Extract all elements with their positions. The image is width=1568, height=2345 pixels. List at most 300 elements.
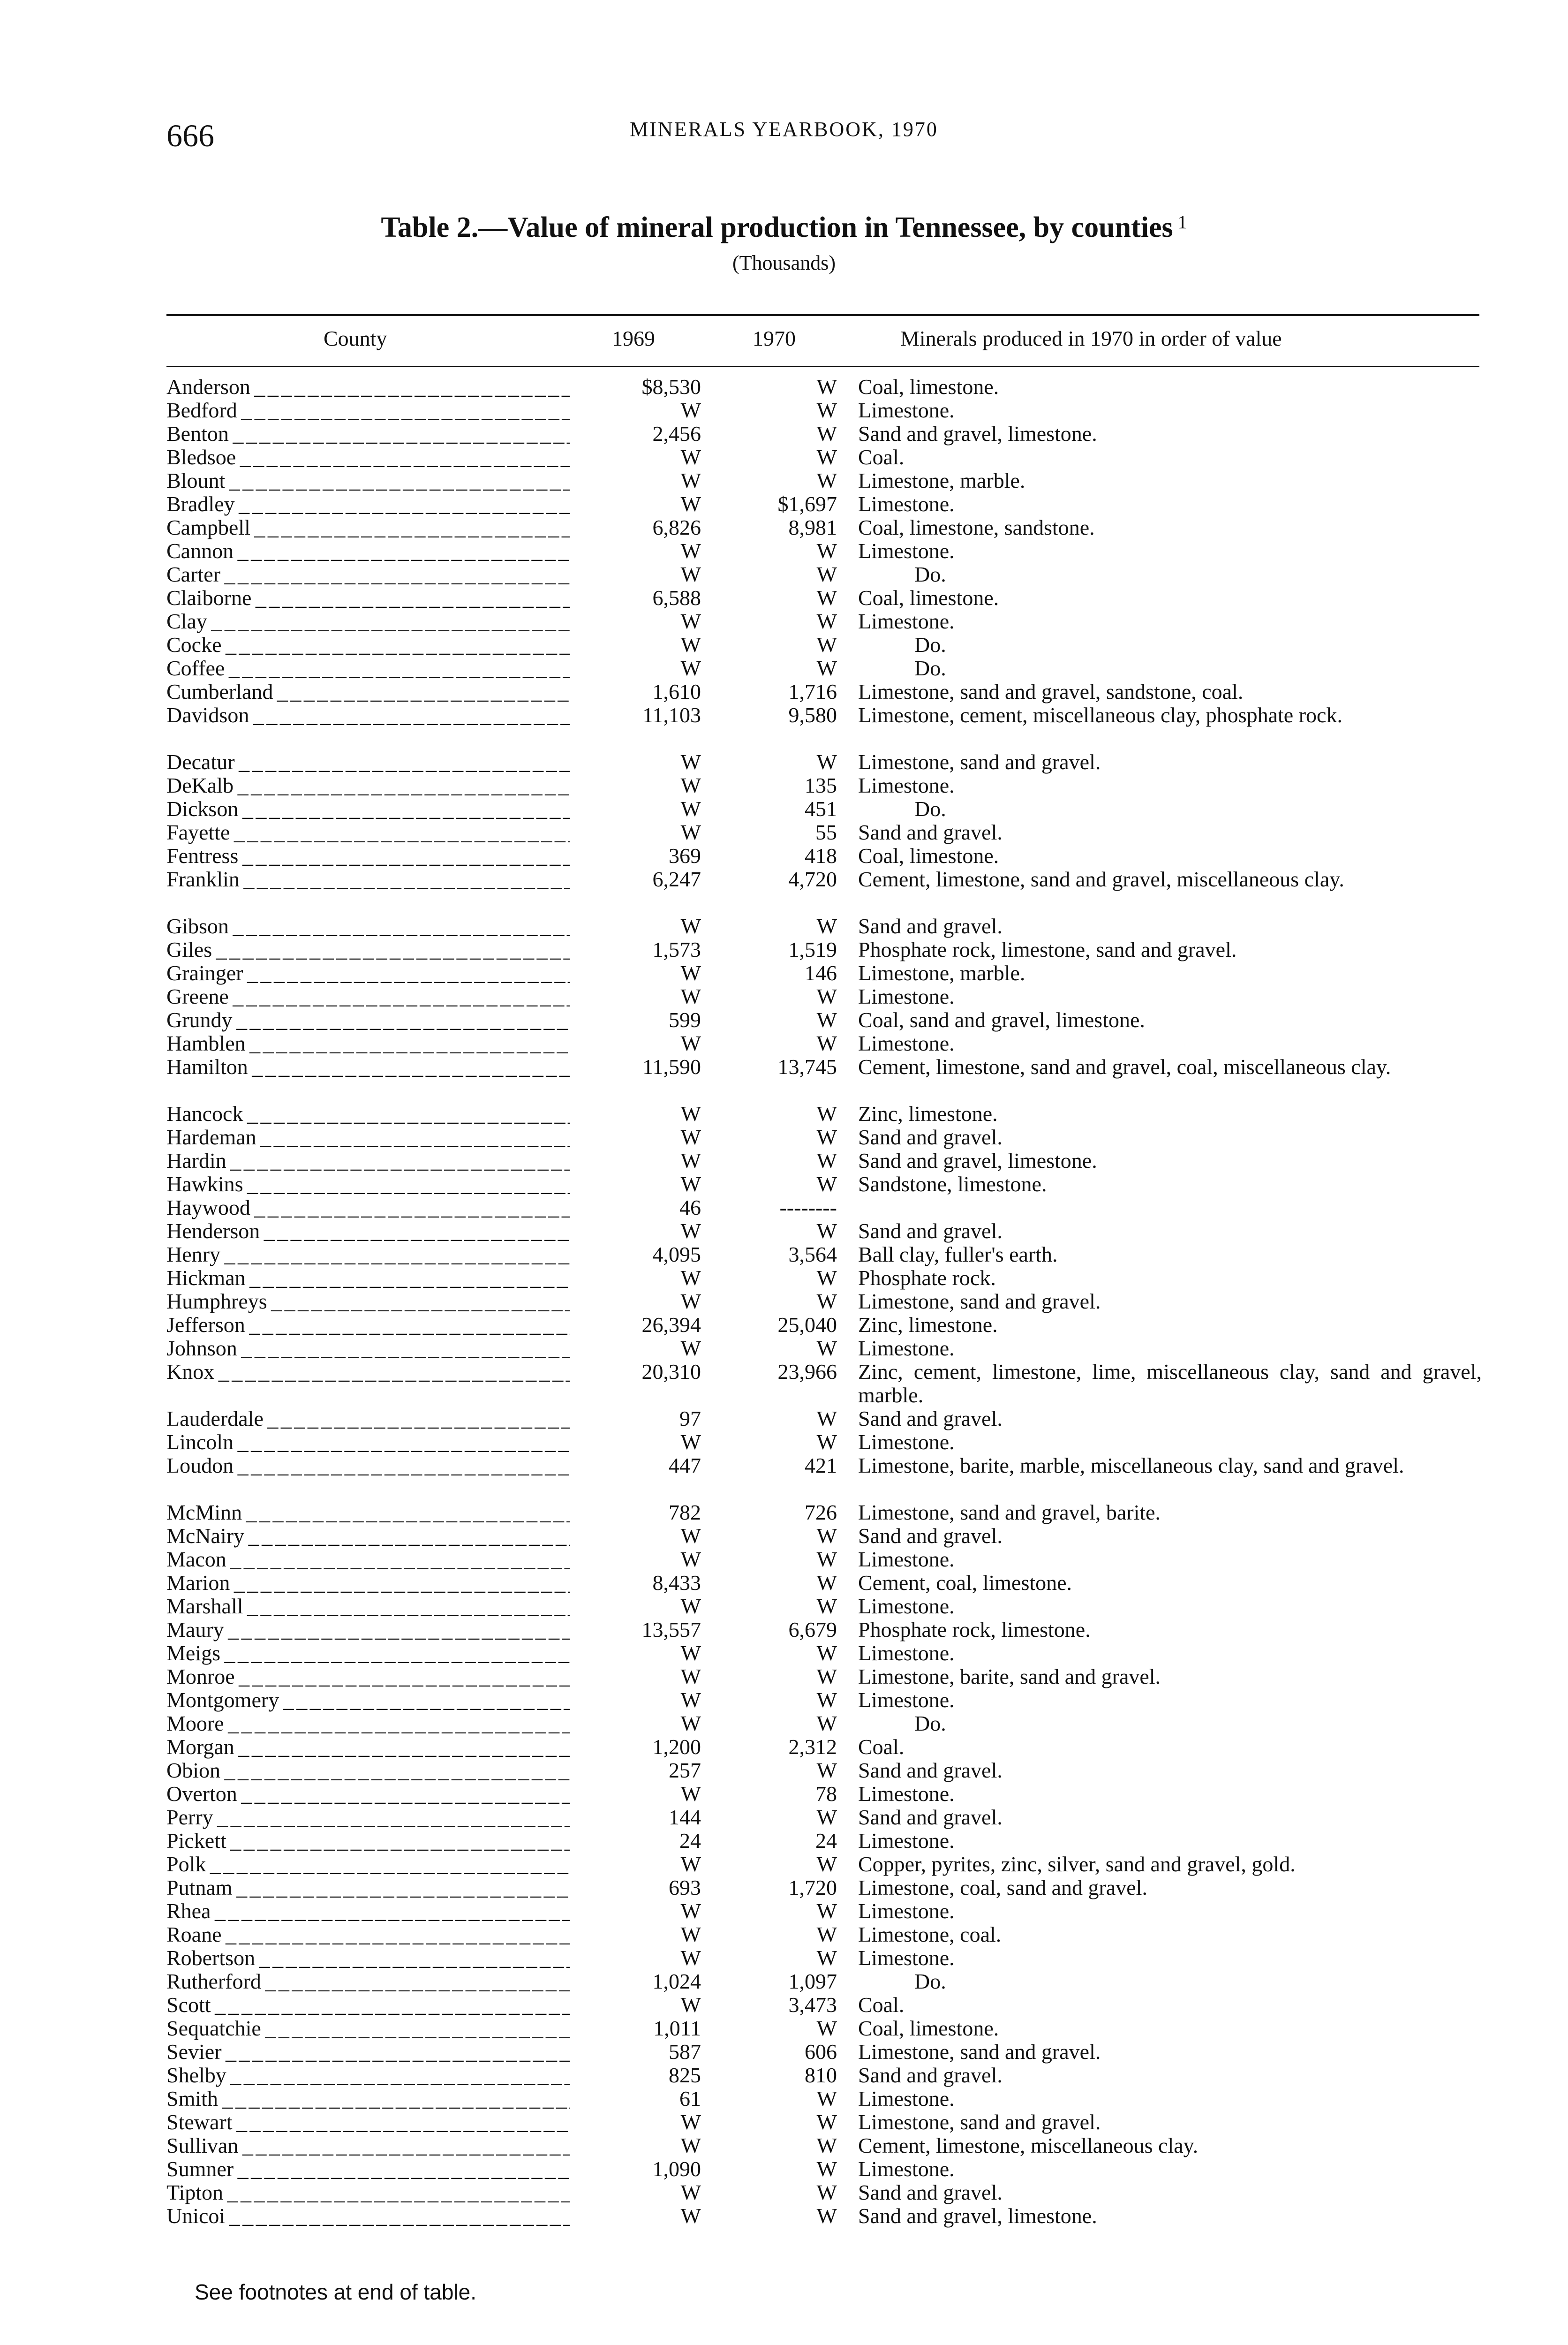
table-row	[166, 1595, 1479, 1618]
value-1970-cell: 451	[805, 797, 837, 821]
minerals-cell: Limestone.	[858, 539, 955, 563]
table-row	[166, 446, 1479, 469]
minerals-cell: Zinc, limestone.	[858, 1313, 998, 1337]
value-1969-cell: W	[680, 492, 701, 516]
minerals-cell: Coal.	[858, 445, 905, 469]
table-body	[166, 375, 1482, 2228]
county-cell: Lauderdale _ _ _	[166, 1407, 570, 1430]
table-row	[166, 2181, 1479, 2204]
county-cell: Cocke _ _ _	[166, 633, 570, 657]
value-1969-cell: W	[680, 1336, 701, 1360]
value-1969-cell: 20,310	[641, 1360, 701, 1384]
minerals-cell: Limestone.	[858, 1641, 955, 1665]
table-row	[166, 1360, 1482, 1407]
value-1969-cell: 11,590	[642, 1055, 701, 1079]
county-cell: Unicoi _ _ _	[166, 2204, 570, 2228]
table-row	[166, 1430, 1479, 1454]
county-cell: Moore _ _ _	[166, 1712, 570, 1735]
minerals-cell: Cement, limestone, sand and gravel, coal, miscellaneous clay.	[858, 1055, 1391, 1079]
value-1970-cell: 23,966	[777, 1360, 837, 1384]
table-row	[166, 1899, 1479, 1923]
minerals-cell: Limestone, cement, miscellaneous clay, phosphate rock.	[858, 703, 1342, 727]
county-cell: Putnam _ _ _	[166, 1876, 570, 1899]
minerals-cell: Zinc, limestone.	[858, 1102, 998, 1126]
value-1970-cell: W	[816, 1711, 837, 1735]
table-row	[166, 1337, 1479, 1360]
value-1969-cell: 257	[669, 1758, 701, 1782]
table-row	[166, 1126, 1479, 1149]
value-1969-cell: W	[680, 1149, 701, 1172]
table-row	[166, 1454, 1479, 1501]
value-1970-cell: W	[816, 1922, 837, 1946]
value-1970-cell: W	[816, 1289, 837, 1313]
table-row	[166, 1876, 1479, 1899]
value-1969-cell: W	[680, 1641, 701, 1665]
table-row	[166, 961, 1479, 985]
table-row	[166, 1313, 1479, 1337]
value-1970-cell: W	[816, 609, 837, 633]
county-cell: Sumner _ _ _	[166, 2157, 570, 2181]
value-1969-cell: 693	[669, 1876, 701, 1899]
value-1970-cell: 55	[815, 820, 837, 844]
value-1969-cell: 24	[679, 1829, 701, 1853]
minerals-cell: Limestone.	[858, 1336, 955, 1360]
county-cell: Rutherford _ _ _	[166, 1970, 570, 1993]
county-cell: Bradley _ _ _	[166, 492, 570, 516]
value-1969-cell: 825	[669, 2063, 701, 2087]
table-row	[166, 1243, 1479, 1266]
table-row	[166, 985, 1479, 1008]
county-cell: Stewart _ _ _	[166, 2110, 570, 2134]
county-cell: McNairy _ _ _	[166, 1524, 570, 1548]
county-cell: Blount _ _ _	[166, 469, 570, 492]
table-row	[166, 633, 1479, 657]
value-1970-cell: W	[816, 1008, 837, 1032]
table-row	[166, 2040, 1479, 2064]
value-1970-cell: W	[816, 2016, 837, 2040]
value-1969-cell: 6,826	[652, 515, 701, 539]
value-1969-cell: W	[680, 1031, 701, 1055]
value-1969-cell: 6,247	[652, 867, 701, 891]
column-header-minerals: Minerals produced in 1970 in order of value	[900, 326, 1282, 350]
value-1969-cell: W	[680, 1688, 701, 1712]
value-1970-cell: 8,981	[788, 515, 837, 539]
value-1970-cell: W	[816, 1758, 837, 1782]
county-cell: Bledsoe _ _ _	[166, 446, 570, 469]
minerals-cell: Limestone.	[858, 1899, 955, 1923]
value-1969-cell: W	[680, 961, 701, 985]
value-1969-cell: W	[680, 1524, 701, 1548]
running-head: MINERALS YEARBOOK, 1970	[630, 118, 938, 141]
county-cell: Lincoln _ _ _	[166, 1430, 570, 1454]
value-1970-cell: W	[816, 1547, 837, 1571]
county-cell: Shelby _ _ _	[166, 2064, 570, 2087]
table-row	[166, 2064, 1479, 2087]
county-cell: Grundy _ _ _	[166, 1008, 570, 1032]
minerals-cell: Coal, limestone.	[858, 2016, 999, 2040]
minerals-cell: Limestone, sand and gravel.	[858, 2110, 1101, 2134]
county-cell: Sevier _ _ _	[166, 2040, 570, 2064]
value-1969-cell: W	[680, 1782, 701, 1806]
table-row	[166, 1172, 1479, 1196]
county-cell: Giles _ _ _	[166, 938, 570, 961]
table-row	[166, 1407, 1479, 1430]
value-1970-cell: W	[816, 1102, 837, 1126]
value-1970-cell: 1,097	[788, 1969, 837, 1993]
minerals-cell: Limestone, coal.	[858, 1922, 1002, 1946]
minerals-cell: Zinc, cement, limestone, lime, miscellaneous clay, sand and gravel, marble.	[858, 1360, 1482, 1407]
minerals-cell: Sand and gravel.	[858, 2063, 1003, 2087]
minerals-cell: Limestone.	[858, 1782, 955, 1806]
table-row	[166, 1501, 1479, 1524]
table-row	[166, 1782, 1479, 1806]
value-1970-cell: W	[816, 1664, 837, 1688]
table-row	[166, 516, 1479, 539]
value-1969-cell: W	[680, 2110, 701, 2134]
county-cell: Sullivan _ _ _	[166, 2134, 570, 2157]
minerals-cell: Limestone.	[858, 2087, 955, 2110]
minerals-cell: Limestone.	[858, 1688, 955, 1712]
county-cell: Macon _ _ _	[166, 1548, 570, 1571]
table-row	[166, 1712, 1479, 1735]
table-row	[166, 774, 1479, 797]
value-1970-cell: W	[816, 1524, 837, 1548]
minerals-cell: Limestone.	[858, 1829, 955, 1853]
value-1970-cell: W	[816, 422, 837, 446]
table-row	[166, 2157, 1479, 2181]
value-1969-cell: W	[680, 1289, 701, 1313]
county-cell: Johnson _ _ _	[166, 1337, 570, 1360]
value-1970-cell: 135	[805, 773, 837, 797]
table-row	[166, 821, 1479, 844]
value-1970-cell: W	[816, 2204, 837, 2228]
table-row	[166, 1618, 1479, 1642]
minerals-cell: Sand and gravel, limestone.	[858, 1149, 1097, 1172]
minerals-cell: Sand and gravel.	[858, 1125, 1003, 1149]
value-1970-cell: 3,564	[788, 1242, 837, 1266]
minerals-cell: Cement, limestone, miscellaneous clay.	[858, 2133, 1199, 2157]
table-row	[166, 1548, 1479, 1571]
value-1970-cell: W	[816, 562, 837, 586]
table-row	[166, 1946, 1479, 1970]
value-1970-cell: 1,716	[788, 680, 837, 704]
minerals-cell: Limestone.	[858, 398, 955, 422]
minerals-cell: Limestone.	[858, 1594, 955, 1618]
value-1970-cell: W	[816, 984, 837, 1008]
value-1970-cell: 726	[805, 1500, 837, 1524]
value-1970-cell: 1,720	[788, 1876, 837, 1899]
table-row	[166, 1032, 1479, 1055]
value-1970-cell: W	[816, 1172, 837, 1196]
value-1969-cell: W	[680, 1102, 701, 1126]
value-1969-cell: 97	[679, 1407, 701, 1430]
table-row	[166, 704, 1479, 750]
minerals-cell: Do.	[914, 1711, 946, 1735]
value-1969-cell: W	[680, 1993, 701, 2017]
value-1969-cell: W	[680, 562, 701, 586]
county-cell: Pickett _ _ _	[166, 1829, 570, 1853]
table-row	[166, 2204, 1479, 2228]
county-cell: Marion _ _ _	[166, 1571, 570, 1595]
column-header-county: County	[324, 326, 387, 350]
minerals-cell: Coal, limestone.	[858, 586, 999, 610]
value-1969-cell: W	[680, 1664, 701, 1688]
minerals-cell: Sand and gravel, limestone.	[858, 422, 1097, 446]
value-1970-cell: W	[816, 750, 837, 774]
table-row	[166, 586, 1479, 610]
value-1969-cell: W	[680, 914, 701, 938]
value-1970-cell: W	[816, 539, 837, 563]
value-1970-cell: W	[816, 656, 837, 680]
minerals-cell: Limestone.	[858, 1946, 955, 1970]
minerals-cell: Coal, limestone.	[858, 844, 999, 868]
value-1969-cell: W	[680, 1430, 701, 1454]
value-1969-cell: W	[680, 773, 701, 797]
table-row	[166, 1829, 1479, 1853]
table-row	[166, 868, 1479, 915]
value-1969-cell: 11,103	[642, 703, 701, 727]
county-cell: Meigs _ _ _	[166, 1642, 570, 1665]
county-cell: Obion _ _ _	[166, 1759, 570, 1782]
minerals-cell: Coal, limestone.	[858, 375, 999, 399]
minerals-cell: Ball clay, fuller's earth.	[858, 1242, 1058, 1266]
minerals-cell: Limestone, sand and gravel, barite.	[858, 1500, 1161, 1524]
minerals-cell: Do.	[914, 562, 946, 586]
value-1970-cell: W	[816, 1852, 837, 1876]
minerals-cell: Sand and gravel.	[858, 1219, 1003, 1243]
county-cell: Dickson _ _ _	[166, 797, 570, 821]
minerals-cell: Sand and gravel.	[858, 820, 1003, 844]
table-row	[166, 1759, 1479, 1782]
minerals-cell: Do.	[914, 656, 946, 680]
table-row	[166, 1688, 1479, 1712]
value-1970-cell: W	[816, 1571, 837, 1595]
table-row	[166, 375, 1479, 399]
value-1969-cell: 599	[669, 1008, 701, 1032]
county-cell: Anderson _ _ _	[166, 375, 570, 399]
county-cell: Cannon _ _ _	[166, 539, 570, 563]
minerals-cell: Limestone.	[858, 984, 955, 1008]
county-cell: Monroe _ _ _	[166, 1665, 570, 1688]
value-1970-cell: W	[816, 1899, 837, 1923]
table-row	[166, 1923, 1479, 1946]
value-1970-cell: $1,697	[777, 492, 837, 516]
minerals-cell: Sand and gravel.	[858, 914, 1003, 938]
minerals-cell: Limestone, marble.	[858, 469, 1025, 492]
value-1970-cell: 78	[815, 1782, 837, 1806]
value-1970-cell: W	[816, 1594, 837, 1618]
value-1970-cell: W	[816, 1688, 837, 1712]
minerals-cell: Phosphate rock, limestone.	[858, 1618, 1091, 1642]
value-1969-cell: W	[680, 820, 701, 844]
value-1970-cell: W	[816, 445, 837, 469]
value-1970-cell: W	[816, 1219, 837, 1243]
value-1969-cell: W	[680, 1899, 701, 1923]
value-1969-cell: 46	[679, 1195, 701, 1219]
minerals-cell: Limestone.	[858, 1547, 955, 1571]
value-1970-cell: W	[816, 2087, 837, 2110]
table-row	[166, 1665, 1479, 1688]
value-1969-cell: W	[680, 1172, 701, 1196]
value-1970-cell: W	[816, 375, 837, 399]
county-cell: Henry _ _ _	[166, 1243, 570, 1266]
county-cell: Hamblen _ _ _	[166, 1032, 570, 1055]
value-1970-cell: W	[816, 1641, 837, 1665]
value-1969-cell: W	[680, 797, 701, 821]
minerals-cell: Limestone.	[858, 1031, 955, 1055]
table-row	[166, 1524, 1479, 1548]
county-cell: Montgomery _ _ _	[166, 1688, 570, 1712]
value-1970-cell: 4,720	[788, 867, 837, 891]
value-1969-cell: W	[680, 984, 701, 1008]
county-cell: Perry _ _ _	[166, 1806, 570, 1829]
table-row	[166, 2110, 1479, 2134]
value-1969-cell: W	[680, 1946, 701, 1970]
minerals-cell: Coal.	[858, 1735, 905, 1759]
county-cell: Loudon _ _ _	[166, 1454, 570, 1477]
minerals-cell: Limestone, coal, sand and gravel.	[858, 1876, 1147, 1899]
minerals-cell: Limestone.	[858, 2157, 955, 2181]
value-1969-cell: W	[680, 656, 701, 680]
value-1970-cell: 24	[815, 1829, 837, 1853]
table-row	[166, 2134, 1479, 2157]
table-row	[166, 1266, 1479, 1290]
minerals-cell: Sand and gravel.	[858, 1407, 1003, 1430]
county-cell: Greene _ _ _	[166, 985, 570, 1008]
table-row	[166, 469, 1479, 492]
table-subtitle: (Thousands)	[732, 251, 836, 274]
value-1969-cell: 6,588	[652, 586, 701, 610]
value-1970-cell: W	[816, 1125, 837, 1149]
value-1970-cell: W	[816, 1946, 837, 1970]
value-1970-cell: W	[816, 1805, 837, 1829]
value-1970-cell: W	[816, 914, 837, 938]
table-row	[166, 1853, 1479, 1876]
table-title-text: Table 2.—Value of mineral production in Tennessee, by counties	[381, 212, 1173, 243]
minerals-cell: Limestone, barite, sand and gravel.	[858, 1664, 1161, 1688]
county-cell: Gibson _ _ _	[166, 915, 570, 938]
minerals-cell: Limestone.	[858, 492, 955, 516]
county-cell: Carter _ _ _	[166, 563, 570, 586]
county-cell: Marshall _ _ _	[166, 1595, 570, 1618]
value-1969-cell: W	[680, 2180, 701, 2204]
value-1970-cell: W	[816, 1266, 837, 1290]
table-row	[166, 563, 1479, 586]
table-row	[166, 1102, 1479, 1126]
county-cell: Morgan _ _ _	[166, 1735, 570, 1759]
table-row	[166, 1806, 1479, 1829]
value-1969-cell: W	[680, 445, 701, 469]
table-row	[166, 539, 1479, 563]
value-1969-cell: W	[680, 1219, 701, 1243]
value-1970-cell: 25,040	[777, 1313, 837, 1337]
minerals-cell: Limestone.	[858, 1430, 955, 1454]
county-cell: Sequatchie _ _ _	[166, 2017, 570, 2040]
header-bottom-rule	[166, 366, 1479, 367]
value-1969-cell: 1,090	[652, 2157, 701, 2181]
table-row	[166, 1290, 1479, 1313]
value-1969-cell: W	[680, 750, 701, 774]
page-number: 666	[166, 118, 214, 153]
county-cell: McMinn _ _ _	[166, 1501, 570, 1524]
county-cell: Haywood _ _ _	[166, 1196, 570, 1219]
table-row	[166, 399, 1479, 422]
county-cell: Hancock _ _ _	[166, 1102, 570, 1126]
value-1970-cell: W	[816, 2133, 837, 2157]
county-cell: Robertson _ _ _	[166, 1946, 570, 1970]
value-1969-cell: 1,610	[652, 680, 701, 704]
value-1969-cell: W	[680, 2204, 701, 2228]
table-row	[166, 1571, 1479, 1595]
county-cell: Polk _ _ _	[166, 1853, 570, 1876]
table-row	[166, 1149, 1479, 1172]
table-row	[166, 1993, 1479, 2017]
value-1969-cell: 2,456	[652, 422, 701, 446]
value-1970-cell: W	[816, 633, 837, 657]
table-row	[166, 657, 1479, 680]
value-1970-cell: 6,679	[788, 1618, 837, 1642]
county-cell: Coffee _ _ _	[166, 657, 570, 680]
minerals-cell: Limestone, marble.	[858, 961, 1025, 985]
value-1970-cell: --------	[779, 1195, 837, 1219]
county-cell: Hamilton _ _ _	[166, 1055, 570, 1079]
table-row	[166, 844, 1479, 868]
county-cell: Hawkins _ _ _	[166, 1172, 570, 1196]
county-cell: Scott _ _ _	[166, 1993, 570, 2017]
footnote-marker: 1	[1177, 212, 1187, 233]
county-cell: Grainger _ _ _	[166, 961, 570, 985]
table-row	[166, 1970, 1479, 1993]
table-row	[166, 2087, 1479, 2110]
county-cell: Benton _ _ _	[166, 422, 570, 446]
county-cell: Campbell _ _ _	[166, 516, 570, 539]
value-1969-cell: 13,557	[641, 1618, 701, 1642]
table-row	[166, 797, 1479, 821]
minerals-cell: Copper, pyrites, zinc, silver, sand and gravel, gold.	[858, 1852, 1296, 1876]
minerals-cell: Sandstone, limestone.	[858, 1172, 1047, 1196]
minerals-cell: Sand and gravel.	[858, 2180, 1003, 2204]
column-header-1969: 1969	[612, 326, 655, 350]
value-1969-cell: W	[680, 609, 701, 633]
county-cell: Henderson _ _ _	[166, 1219, 570, 1243]
value-1969-cell: 782	[669, 1500, 701, 1524]
value-1969-cell: $8,530	[641, 375, 701, 399]
county-cell: Hardin _ _ _	[166, 1149, 570, 1172]
county-cell: Knox _ _ _	[166, 1360, 570, 1384]
value-1969-cell: 4,095	[652, 1242, 701, 1266]
value-1969-cell: 587	[669, 2040, 701, 2064]
value-1970-cell: W	[816, 1407, 837, 1430]
minerals-cell: Coal, sand and gravel, limestone.	[858, 1008, 1145, 1032]
value-1969-cell: W	[680, 1547, 701, 1571]
value-1970-cell: 418	[805, 844, 837, 868]
minerals-cell: Phosphate rock, limestone, sand and gravel.	[858, 938, 1237, 961]
table-row	[166, 1196, 1479, 1219]
value-1970-cell: W	[816, 2180, 837, 2204]
value-1970-cell: 421	[805, 1453, 837, 1477]
value-1969-cell: W	[680, 633, 701, 657]
value-1970-cell: W	[816, 2157, 837, 2181]
footnote-note: See footnotes at end of table.	[195, 2280, 477, 2304]
table-row	[166, 938, 1479, 961]
value-1969-cell: 8,433	[652, 1571, 701, 1595]
table-top-rule	[166, 314, 1479, 316]
county-cell: Hickman _ _ _	[166, 1266, 570, 1290]
value-1970-cell: 13,745	[777, 1055, 837, 1079]
value-1969-cell: W	[680, 398, 701, 422]
value-1970-cell: W	[816, 1031, 837, 1055]
county-cell: DeKalb _ _ _	[166, 774, 570, 797]
